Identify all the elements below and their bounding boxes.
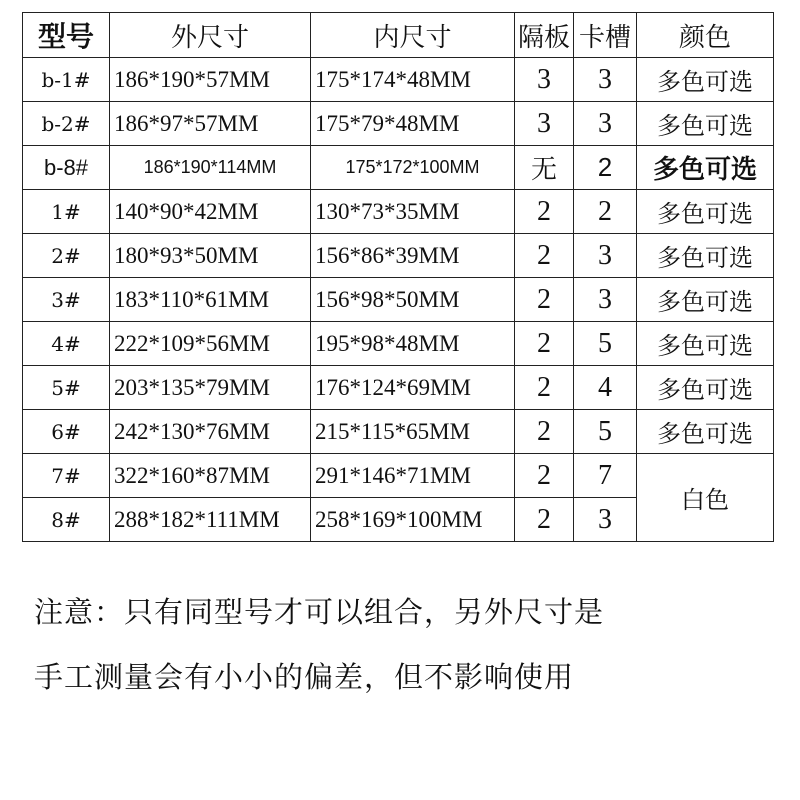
cell-color: 多色可选 — [637, 58, 774, 102]
cell-slot: 3 — [574, 498, 637, 542]
cell-inner-size: 176*124*69MM — [311, 366, 515, 410]
cell-slot: 3 — [574, 58, 637, 102]
cell-outer-size: 186*190*57MM — [110, 58, 311, 102]
cell-model: 4# — [23, 322, 110, 366]
cell-model: 5# — [23, 366, 110, 410]
table-row — [23, 454, 774, 498]
cell-inner-size: 258*169*100MM — [311, 498, 515, 542]
cell-color: 多色可选 — [637, 410, 774, 454]
cell-color: 多色可选 — [637, 322, 774, 366]
cell-color: 多色可选 — [637, 190, 774, 234]
cell-divider: 2 — [515, 366, 574, 410]
cell-slot: 2 — [574, 146, 637, 190]
cell-divider: 3 — [515, 58, 574, 102]
header-model: 型号 — [23, 13, 110, 58]
cell-outer-size: 242*130*76MM — [110, 410, 311, 454]
cell-slot: 3 — [574, 102, 637, 146]
cell-slot: 3 — [574, 278, 637, 322]
cell-inner-size: 175*79*48MM — [311, 102, 515, 146]
cell-slot: 5 — [574, 322, 637, 366]
spec-table — [22, 12, 774, 542]
cell-inner-size: 156*98*50MM — [311, 278, 515, 322]
cell-slot: 4 — [574, 366, 637, 410]
cell-divider: 2 — [515, 322, 574, 366]
table-row — [23, 58, 774, 102]
header-inner-size: 内尺寸 — [311, 13, 515, 58]
cell-model: 7# — [23, 454, 110, 498]
cell-divider: 2 — [515, 498, 574, 542]
cell-outer-size: 222*109*56MM — [110, 322, 311, 366]
header-outer-size: 外尺寸 — [110, 13, 311, 58]
cell-outer-size: 186*190*114MM — [110, 146, 311, 190]
cell-model: b-8# — [23, 146, 110, 190]
table-row — [23, 102, 774, 146]
cell-inner-size: 215*115*65MM — [311, 410, 515, 454]
cell-model: 6# — [23, 410, 110, 454]
table-row — [23, 410, 774, 454]
cell-outer-size: 322*160*87MM — [110, 454, 311, 498]
header-slot: 卡槽 — [574, 13, 637, 58]
cell-model: 8# — [23, 498, 110, 542]
cell-model: 3# — [23, 278, 110, 322]
table-row — [23, 322, 774, 366]
note-line-2: 手工测量会有小小的偏差，但不影响使用 — [34, 660, 575, 694]
note-line-1: 注意：只有同型号才可以组合，另外尺寸是 — [34, 595, 605, 629]
cell-model: b-2# — [23, 102, 110, 146]
cell-inner-size: 130*73*35MM — [311, 190, 515, 234]
cell-divider: 3 — [515, 102, 574, 146]
cell-inner-size: 291*146*71MM — [311, 454, 515, 498]
cell-outer-size: 186*97*57MM — [110, 102, 311, 146]
cell-divider: 2 — [515, 410, 574, 454]
table-row — [23, 190, 774, 234]
cell-slot: 3 — [574, 234, 637, 278]
cell-color: 白色 — [637, 454, 774, 542]
cell-outer-size: 180*93*50MM — [110, 234, 311, 278]
header-color: 颜色 — [637, 13, 774, 58]
cell-color: 多色可选 — [637, 146, 774, 190]
cell-inner-size: 156*86*39MM — [311, 234, 515, 278]
cell-model: b-1# — [23, 58, 110, 102]
cell-divider: 无 — [515, 146, 574, 190]
header-divider: 隔板 — [515, 13, 574, 58]
table-row — [23, 366, 774, 410]
table-row — [23, 234, 774, 278]
cell-inner-size: 175*174*48MM — [311, 58, 515, 102]
cell-model: 2# — [23, 234, 110, 278]
cell-inner-size: 175*172*100MM — [311, 146, 515, 190]
cell-slot: 2 — [574, 190, 637, 234]
cell-color: 多色可选 — [637, 366, 774, 410]
cell-outer-size: 288*182*111MM — [110, 498, 311, 542]
cell-divider: 2 — [515, 278, 574, 322]
cell-outer-size: 183*110*61MM — [110, 278, 311, 322]
cell-slot: 7 — [574, 454, 637, 498]
cell-slot: 5 — [574, 410, 637, 454]
cell-model: 1# — [23, 190, 110, 234]
cell-divider: 2 — [515, 234, 574, 278]
cell-divider: 2 — [515, 454, 574, 498]
cell-color: 多色可选 — [637, 102, 774, 146]
cell-outer-size: 203*135*79MM — [110, 366, 311, 410]
cell-color: 多色可选 — [637, 278, 774, 322]
cell-outer-size: 140*90*42MM — [110, 190, 311, 234]
cell-inner-size: 195*98*48MM — [311, 322, 515, 366]
cell-divider: 2 — [515, 190, 574, 234]
cell-color: 多色可选 — [637, 234, 774, 278]
table-header-row — [23, 13, 774, 58]
table-row — [23, 146, 774, 190]
table-row — [23, 278, 774, 322]
